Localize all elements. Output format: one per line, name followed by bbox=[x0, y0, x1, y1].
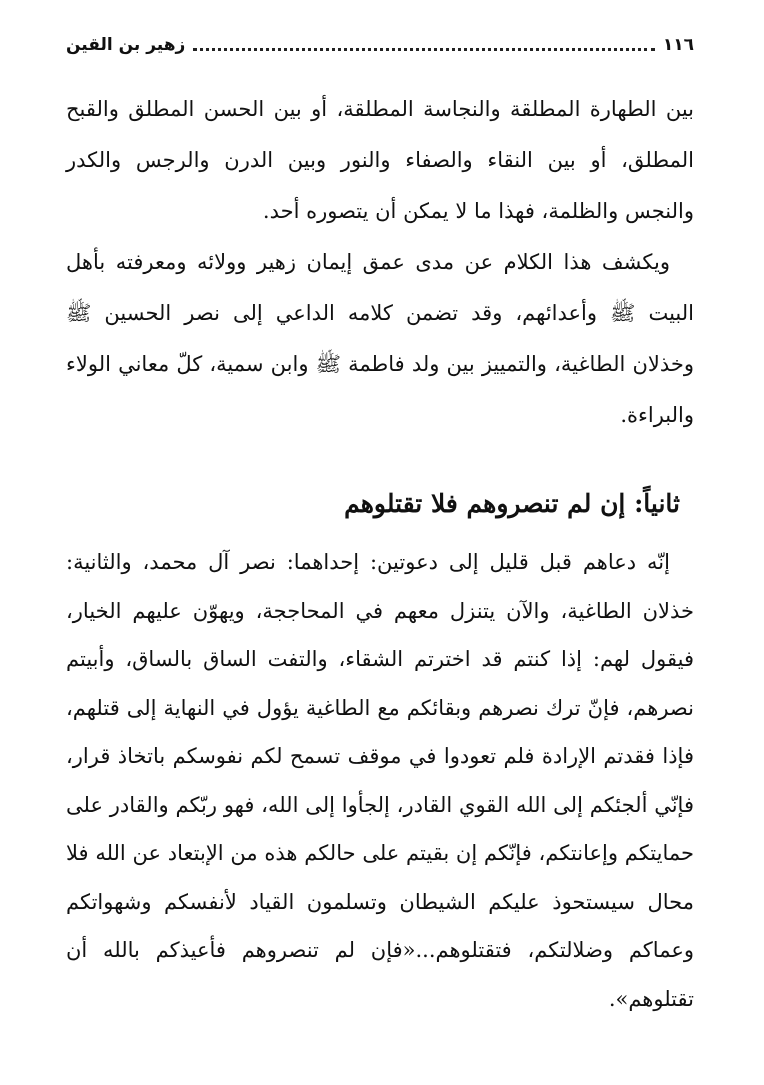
page-header bbox=[66, 30, 694, 60]
running-title: زهير بن القين bbox=[66, 35, 186, 55]
page-number: ١١٦ bbox=[662, 35, 694, 55]
header-dotted-leader bbox=[193, 48, 655, 51]
body-text bbox=[66, 84, 694, 441]
section-body bbox=[66, 538, 694, 1023]
section-heading: ثانياً: إن لم تنصروهم فلا تقتلوهم bbox=[344, 489, 680, 518]
paragraph-2: ويكشف هذا الكلام عن مدى عمق إيمان زهير وولائه ومعرفته بأهل البيت ﷺ وأعدائهم، وقد تضمن كلامه الداعي إلى نصر الحسين ﷺ وخذلان الطاغية، والتمييز بين ولد فاطمة ﷺ وابن سمية، كلّ معاني الولاء والبراءة. bbox=[66, 250, 694, 427]
paragraph-1: بين الطهارة المطلقة والنجاسة المطلقة، أو بين الحسن المطلق والقبح المطلق، أو بين النقاء والصفاء والنور وبين الدرن والرجس والكدر والنجس والظلمة، فهذا ما لا يمكن أن يتصوره أحد. bbox=[66, 97, 694, 223]
section-paragraph: إنّه دعاهم قبل قليل إلى دعوتين: إحداهما: نصر آل محمد، والثانية: خذلان الطاغية، والآن يتنزل معهم في المحاججة، ويهوّن عليهم الخيار، فيقول لهم: إذا كنتم قد اخترتم الشقاء، والتفت الساق بالساق، وأبيتم نصرهم، فإنّ ترك نصرهم وبقائكم مع الطاغية يؤول في النهاية إلى قتلهم، فإذا فقدتم الإرادة فلم تعودوا في موقف تسمح لكم نفوسكم باتخاذ قرار، فإنّي ألجئكم إلى الله القوي القادر، إلجأوا إلى الله، فهو ربّكم والقادر على حمايتكم وإعانتكم، فإنّكم إن بقيتم على حالكم هذه من الإبتعاد عن الله فلا محال سيستحوذ عليكم الشيطان وتسلمون القياد لأنفسكم وشهواتكم وعماكم وضلالتكم، فتقتلوهم...«فإن لم تنصروهم فأعيذكم بالله أن تقتلوهم». bbox=[66, 550, 694, 1011]
